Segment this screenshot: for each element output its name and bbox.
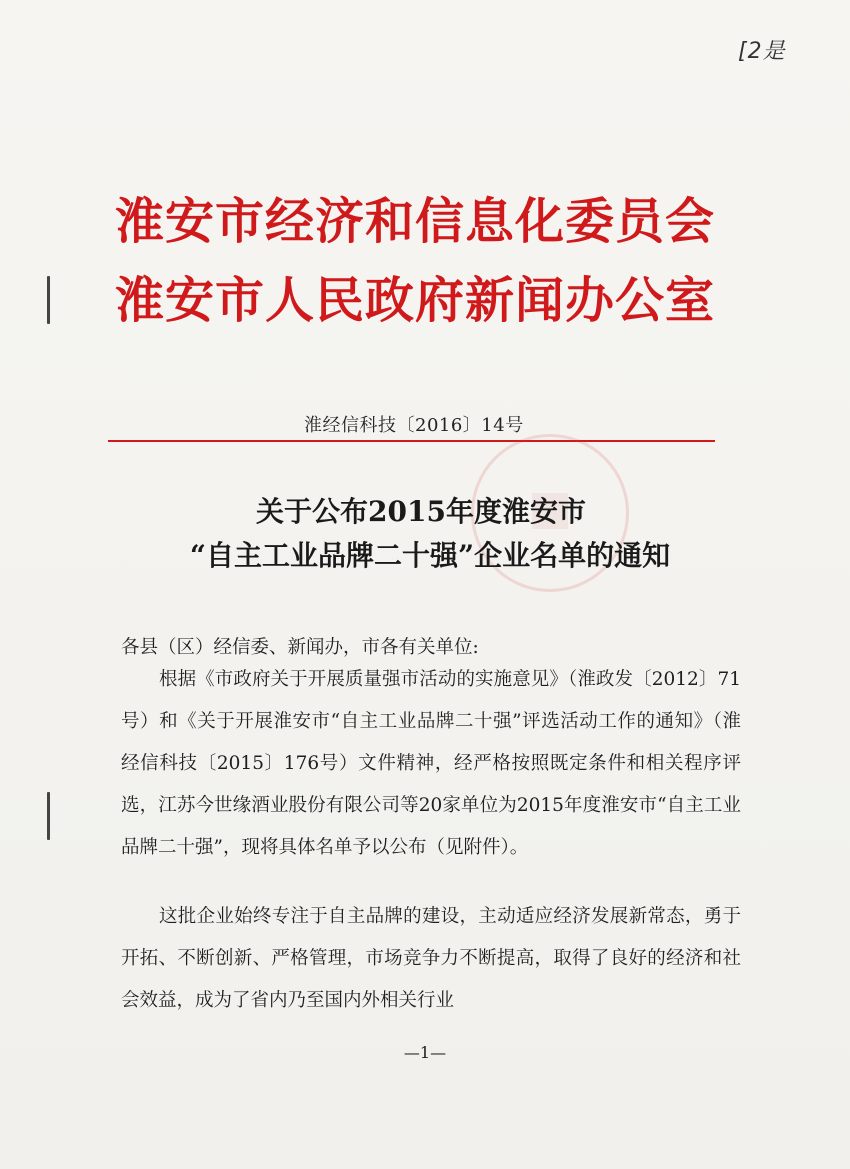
issuer-header-line-2: 淮安市人民政府新闻办公室 bbox=[115, 271, 716, 329]
body-paragraph: 根据《市政府关于开展质量强市活动的实施意见》（淮政发〔2012〕71号）和《关于开展淮安市“自主工业品牌二十强”评选活动工作的通知》（淮经信科技〔2015〕176号）文件精神，经严格按照既定条件和相关程序评选，江苏今世缘酒业股份有限公司等20家单位为2015年度淮安市“自主工业品牌二十强”，现将具体名单予以公布（见附件）。 bbox=[121, 669, 741, 858]
document-title-line-1: 关于公布2015年度淮安市 bbox=[256, 495, 586, 528]
document-title-line-2: “自主工业品牌二十强”企业名单的通知 bbox=[189, 539, 671, 572]
binding-hole-mark bbox=[47, 276, 50, 324]
handwritten-note: [2是 bbox=[738, 39, 786, 64]
salutation: 各县（区）经信委、新闻办，市各有关单位: bbox=[121, 637, 479, 658]
red-divider-line bbox=[108, 440, 715, 442]
issuer-header-line-1: 淮安市经济和信息化委员会 bbox=[115, 192, 716, 250]
document-number: 淮经信科技〔2016〕14号 bbox=[304, 415, 524, 436]
body-paragraph: 这批企业始终专注于自主品牌的建设，主动适应经济发展新常态，勇于开拓、不断创新、严格管理，市场竞争力不断提高，取得了良好的经济和社会效益，成为了省内乃至国内外相关行业 bbox=[121, 906, 741, 1011]
page-number: —1— bbox=[403, 1043, 447, 1062]
binding-hole-mark bbox=[47, 792, 50, 840]
